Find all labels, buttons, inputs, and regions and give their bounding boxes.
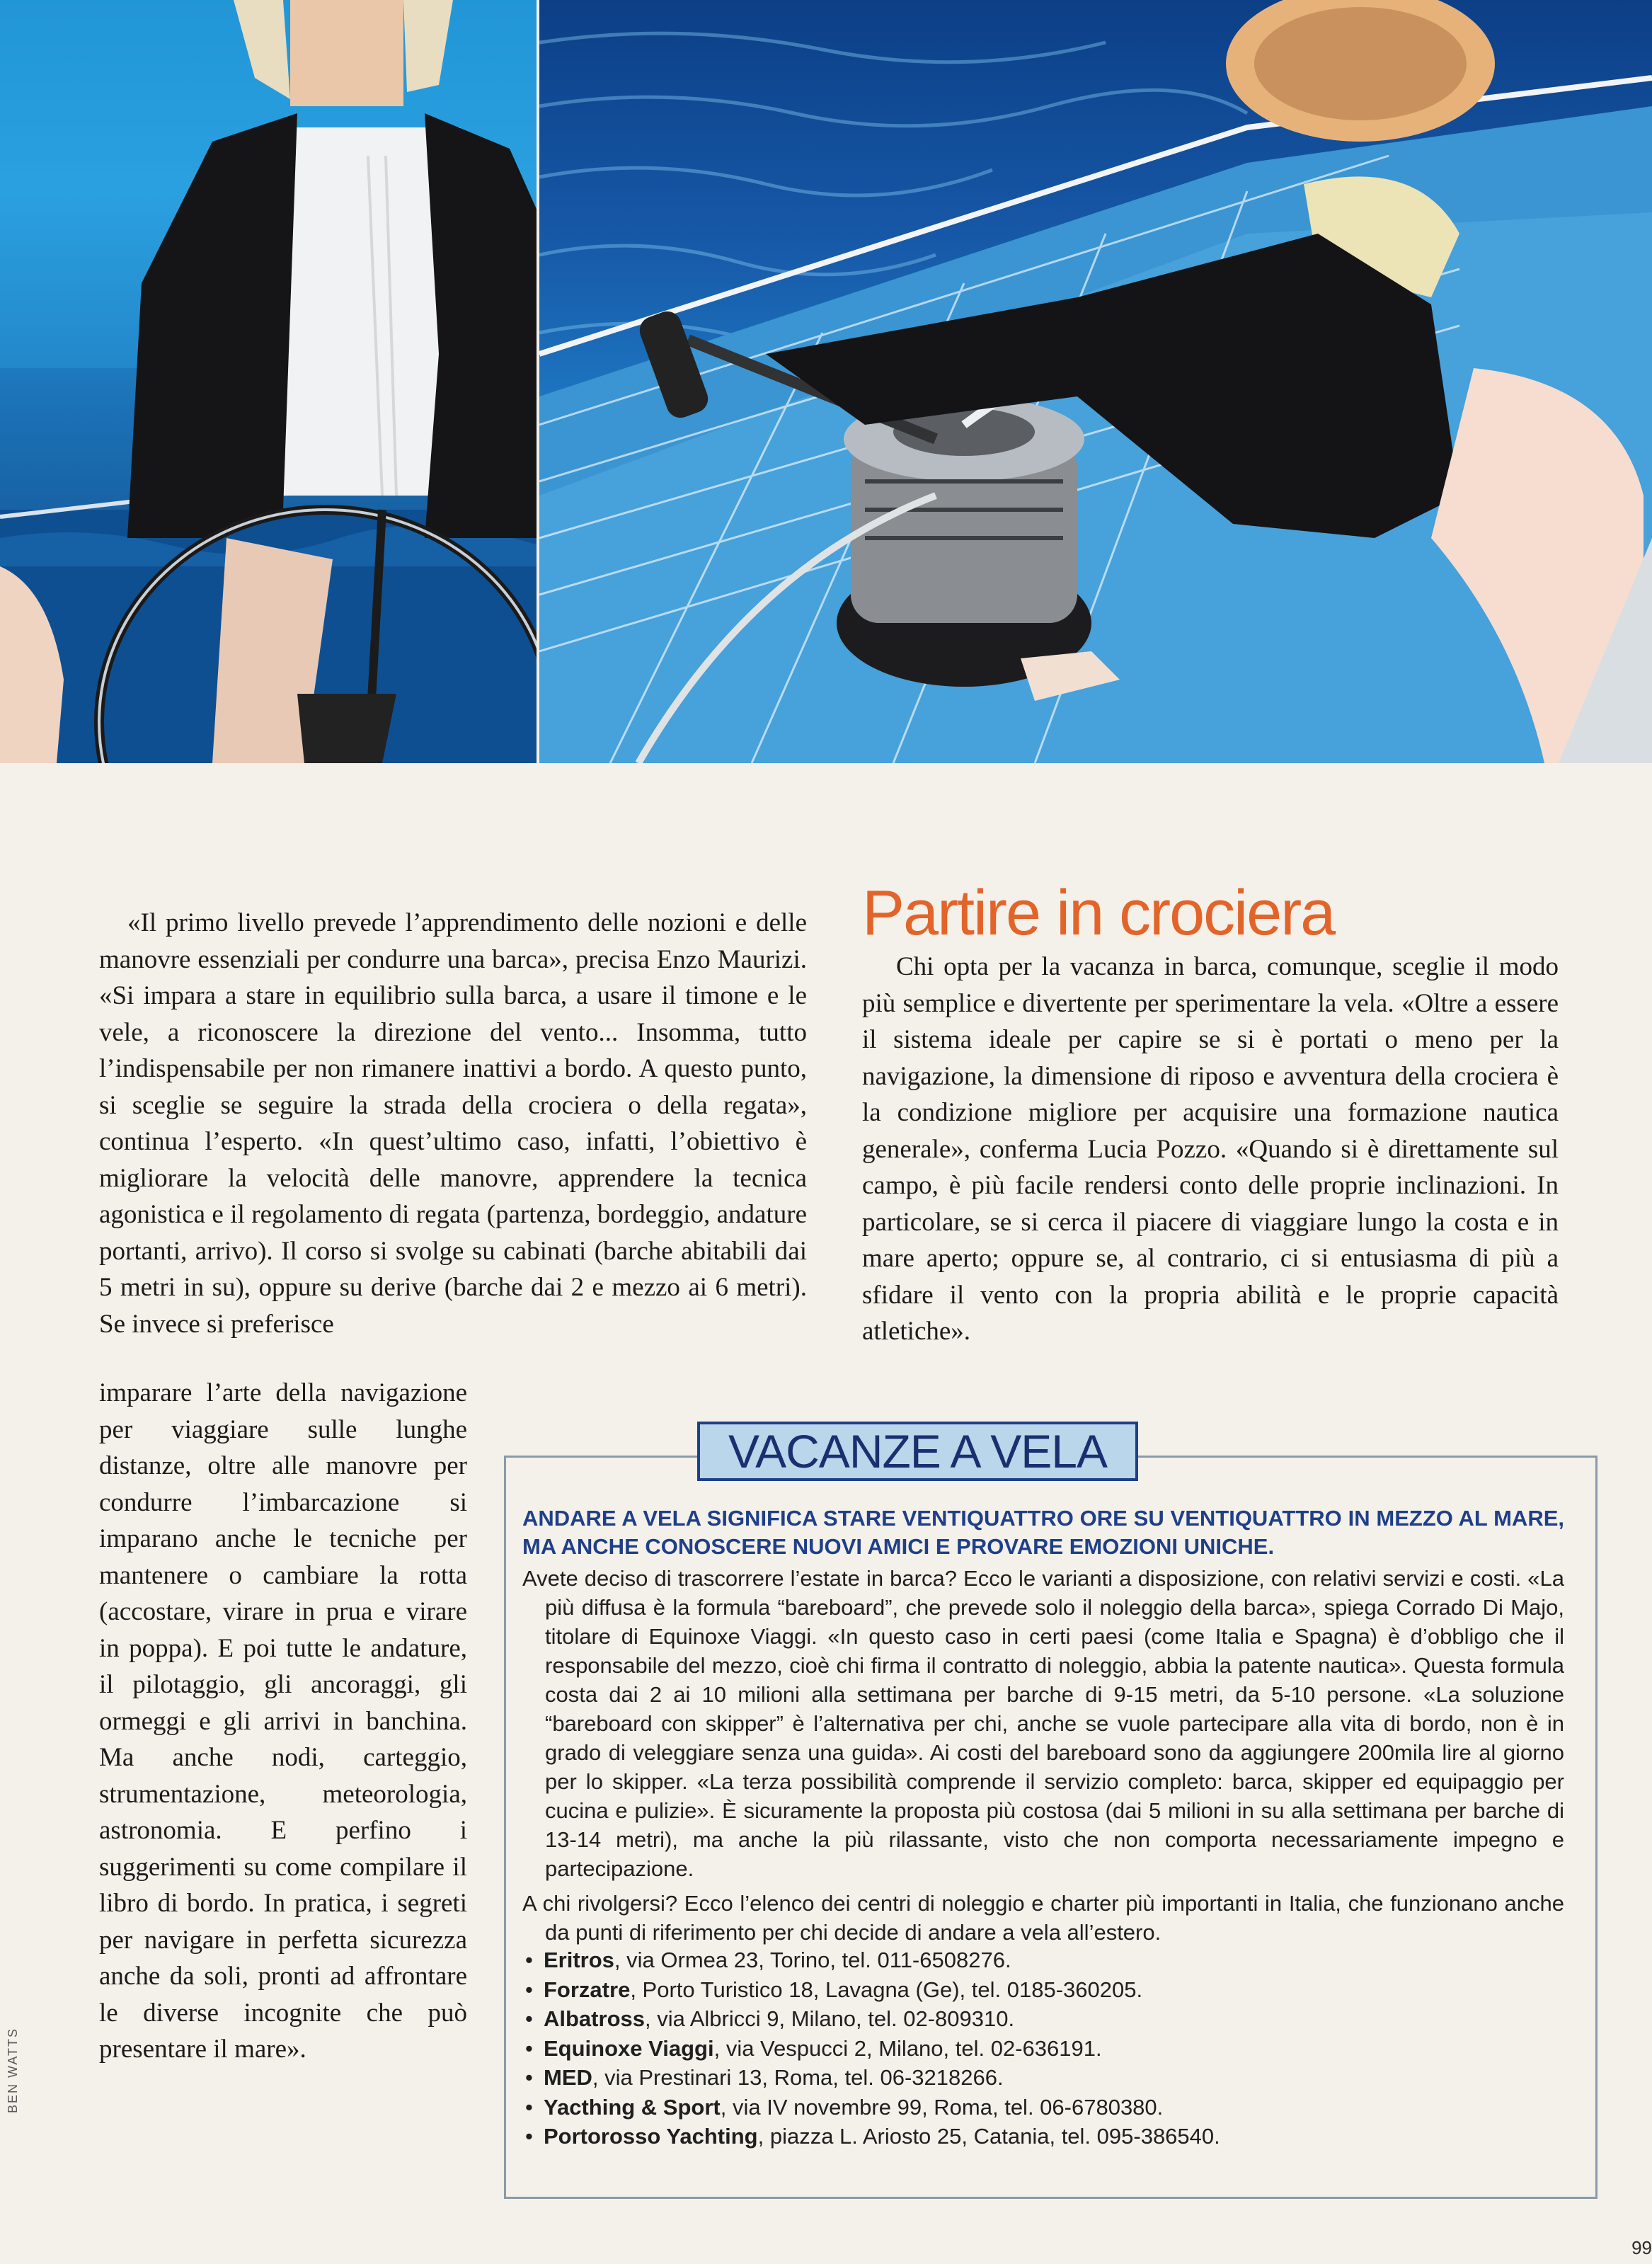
- photo-credit: BEN WATTS: [6, 2028, 20, 2113]
- contact-name: Yacthing & Sport: [544, 2094, 721, 2120]
- contact-details: , Porto Turistico 18, Lavagna (Ge), tel. 0185-360205.: [630, 1977, 1143, 2002]
- bullet-icon: •: [525, 2124, 533, 2149]
- contact-details: , via Vespucci 2, Milano, tel. 02-636191.: [713, 2035, 1102, 2061]
- contact-name: Forzatre: [544, 1977, 631, 2002]
- body-text-right: Chi opta per la vacanza in barca, comunque, sceglie il modo più semplice e divertente per sperimentare la vela. «Oltre a essere il sistema ideale per capire se si è portati o meno per la navigazione, la dimensione di riposo e avventura della crociera è la condizione migliore per acquisire una formazione nautica generale», conferma Lucia Pozzo. «Quando si è direttamente sul campo, è più facile rendersi conto delle proprie inclinazioni. In particolare, se si cerca il piacere di viaggiare lungo la costa e in mare aperto; oppure se, al contrario, ci si entusiasma di più a sfidare il vento con la propria abilità e le proprie capacità atletiche».: [862, 952, 1559, 1346]
- contact-list: [525, 1945, 1220, 2151]
- sidebar-title-tab: [697, 1422, 1138, 1481]
- contact-name: Albatross: [544, 2006, 645, 2031]
- sidebar-lead: ANDARE A VELA SIGNIFICA STARE VENTIQUATTRO ORE SU VENTIQUATTRO IN MEZZO AL MARE, MA ANCHE CONOSCERE NUOVI AMICI E PROVARE EMOZIONI UNICHE.: [522, 1506, 1564, 1559]
- photo-woman-at-helm: [0, 0, 538, 763]
- contact-item: [525, 1975, 1220, 2005]
- section-heading: Partire in crociera: [862, 878, 1335, 949]
- bullet-icon: •: [525, 2035, 533, 2061]
- contact-name: Eritros: [544, 1948, 614, 1972]
- bullet-icon: •: [525, 2094, 533, 2120]
- body-text-left-narrow: imparare l’arte della navigazione per viaggiare sulle lunghe distanze, oltre alle manovre per condurre l’imbarcazione si imparano anche le tecniche per mantenere o cambiare la rotta (accostare, virare in prua e virare in poppa). E poi tutte le andature, il pilotaggio, gli ancoraggi, gli ormeggi e gli arrivi in banchina. Ma anche nodi, carteggio, strumentazione, meteorologia, astronomia. E perfino i suggerimenti su come compilare il libro di bordo. In pratica, i segreti per navigare in perfetta sicurezza anche da soli, pronti ad affrontare le diverse incognite che può presentare il mare».: [99, 1378, 467, 2064]
- bullet-icon: •: [525, 1948, 533, 1972]
- sidebar-paragraph: A chi rivolgersi? Ecco l’elenco dei centri di noleggio e charter più importanti in Italia, che funzionano anche da punti di riferimento per chi decide di andare a vela all’estero.: [522, 1891, 1564, 1945]
- contact-details: , via Albricci 9, Milano, tel. 02-809310.: [644, 2006, 1015, 2031]
- contact-item: [525, 2122, 1220, 2151]
- contact-details: , piazza L. Ariosto 25, Catania, tel. 095-386540.: [757, 2124, 1220, 2149]
- contact-item: [525, 2093, 1220, 2122]
- bullet-icon: •: [525, 1977, 533, 2002]
- contact-name: MED: [544, 2065, 592, 2090]
- body-text-left-wide: «Il primo livello prevede l’apprendimento delle nozioni e delle manovre essenziali per condurre una barca», precisa Enzo Maurizi. «Si impara a stare in equilibrio sulla barca, a usare il timone e le vele, a riconoscere la direzione del vento... Insomma, tutto l’indispensabile per non rimanere inattivi a bordo. A questo punto, si sceglie se seguire la strada della crociera o della regata», continua l’esperto. «In quest’ultimo caso, infatti, l’obiettivo è migliorare la velocità delle manovre, apprendere la tecnica agonistica e il regolamento di regata (partenza, bordeggio, andature portanti, arrivo). Il corso si svolge su cabinati (barche abitabili dai 5 metri in su), oppure su derive (barche dai 2 e mezzo ai 6 metri). Se invece si preferisce: [99, 908, 807, 1339]
- contact-details: , via Ormea 23, Torino, tel. 011-6508276.: [614, 1948, 1011, 1972]
- contact-item: [525, 2063, 1220, 2093]
- photo-left-illustration: [0, 0, 538, 763]
- contact-name: Portorosso Yachting: [544, 2124, 758, 2149]
- sidebar-title: VACANZE A VELA: [728, 1425, 1107, 1477]
- bullet-icon: •: [525, 2006, 533, 2031]
- contact-item: [525, 2004, 1220, 2034]
- photo-woman-at-winch: [539, 0, 1652, 763]
- photo-right-illustration: [539, 0, 1652, 763]
- bullet-icon: •: [525, 2065, 533, 2090]
- sidebar-paragraph: Avete deciso di trascorrere l’estate in barca? Ecco le varianti a disposizione, con relativi servizi e costi. «La più diffusa è la formula “bareboard”, che prevede solo il noleggio della barca», spiega Corrado Di Majo, titolare di Equinoxe Viaggi. «In questo caso in certi paesi (come Italia e Spagna) è d’obbligo che il responsabile del mezzo, cioè chi firma il contratto di noleggio, abbia la patente nautica». Questa formula costa dai 2 ai 10 milioni alla settimana per barche di 9-15 metri, da 5-10 persone. «La soluzione “bareboard con skipper” è l’alternativa per chi, anche se vuole partecipare alla vita di bordo, non è in grado di veleggiare senza una guida». Ai costi del bareboard sono da aggiungere 200mila lire al giorno per lo skipper. «La terza possibilità comprende il servizio completo: barca, skipper ed equipaggio per cucina e pulizie». È sicuramente la proposta più costosa (dai 5 milioni in su alla settimana per barche di 13-14 metri), ma anche la più rilassante, visto che non comporta necessariamente impegno e partecipazione.: [522, 1566, 1564, 1881]
- page-number: 99: [1631, 2237, 1652, 2258]
- contact-details: , via IV novembre 99, Roma, tel. 06-6780380.: [720, 2094, 1164, 2120]
- contact-name: Equinoxe Viaggi: [544, 2035, 714, 2061]
- contact-details: , via Prestinari 13, Roma, tel. 06-3218266.: [592, 2065, 1004, 2090]
- contact-item: [525, 2034, 1220, 2064]
- contact-item: [525, 1945, 1220, 1975]
